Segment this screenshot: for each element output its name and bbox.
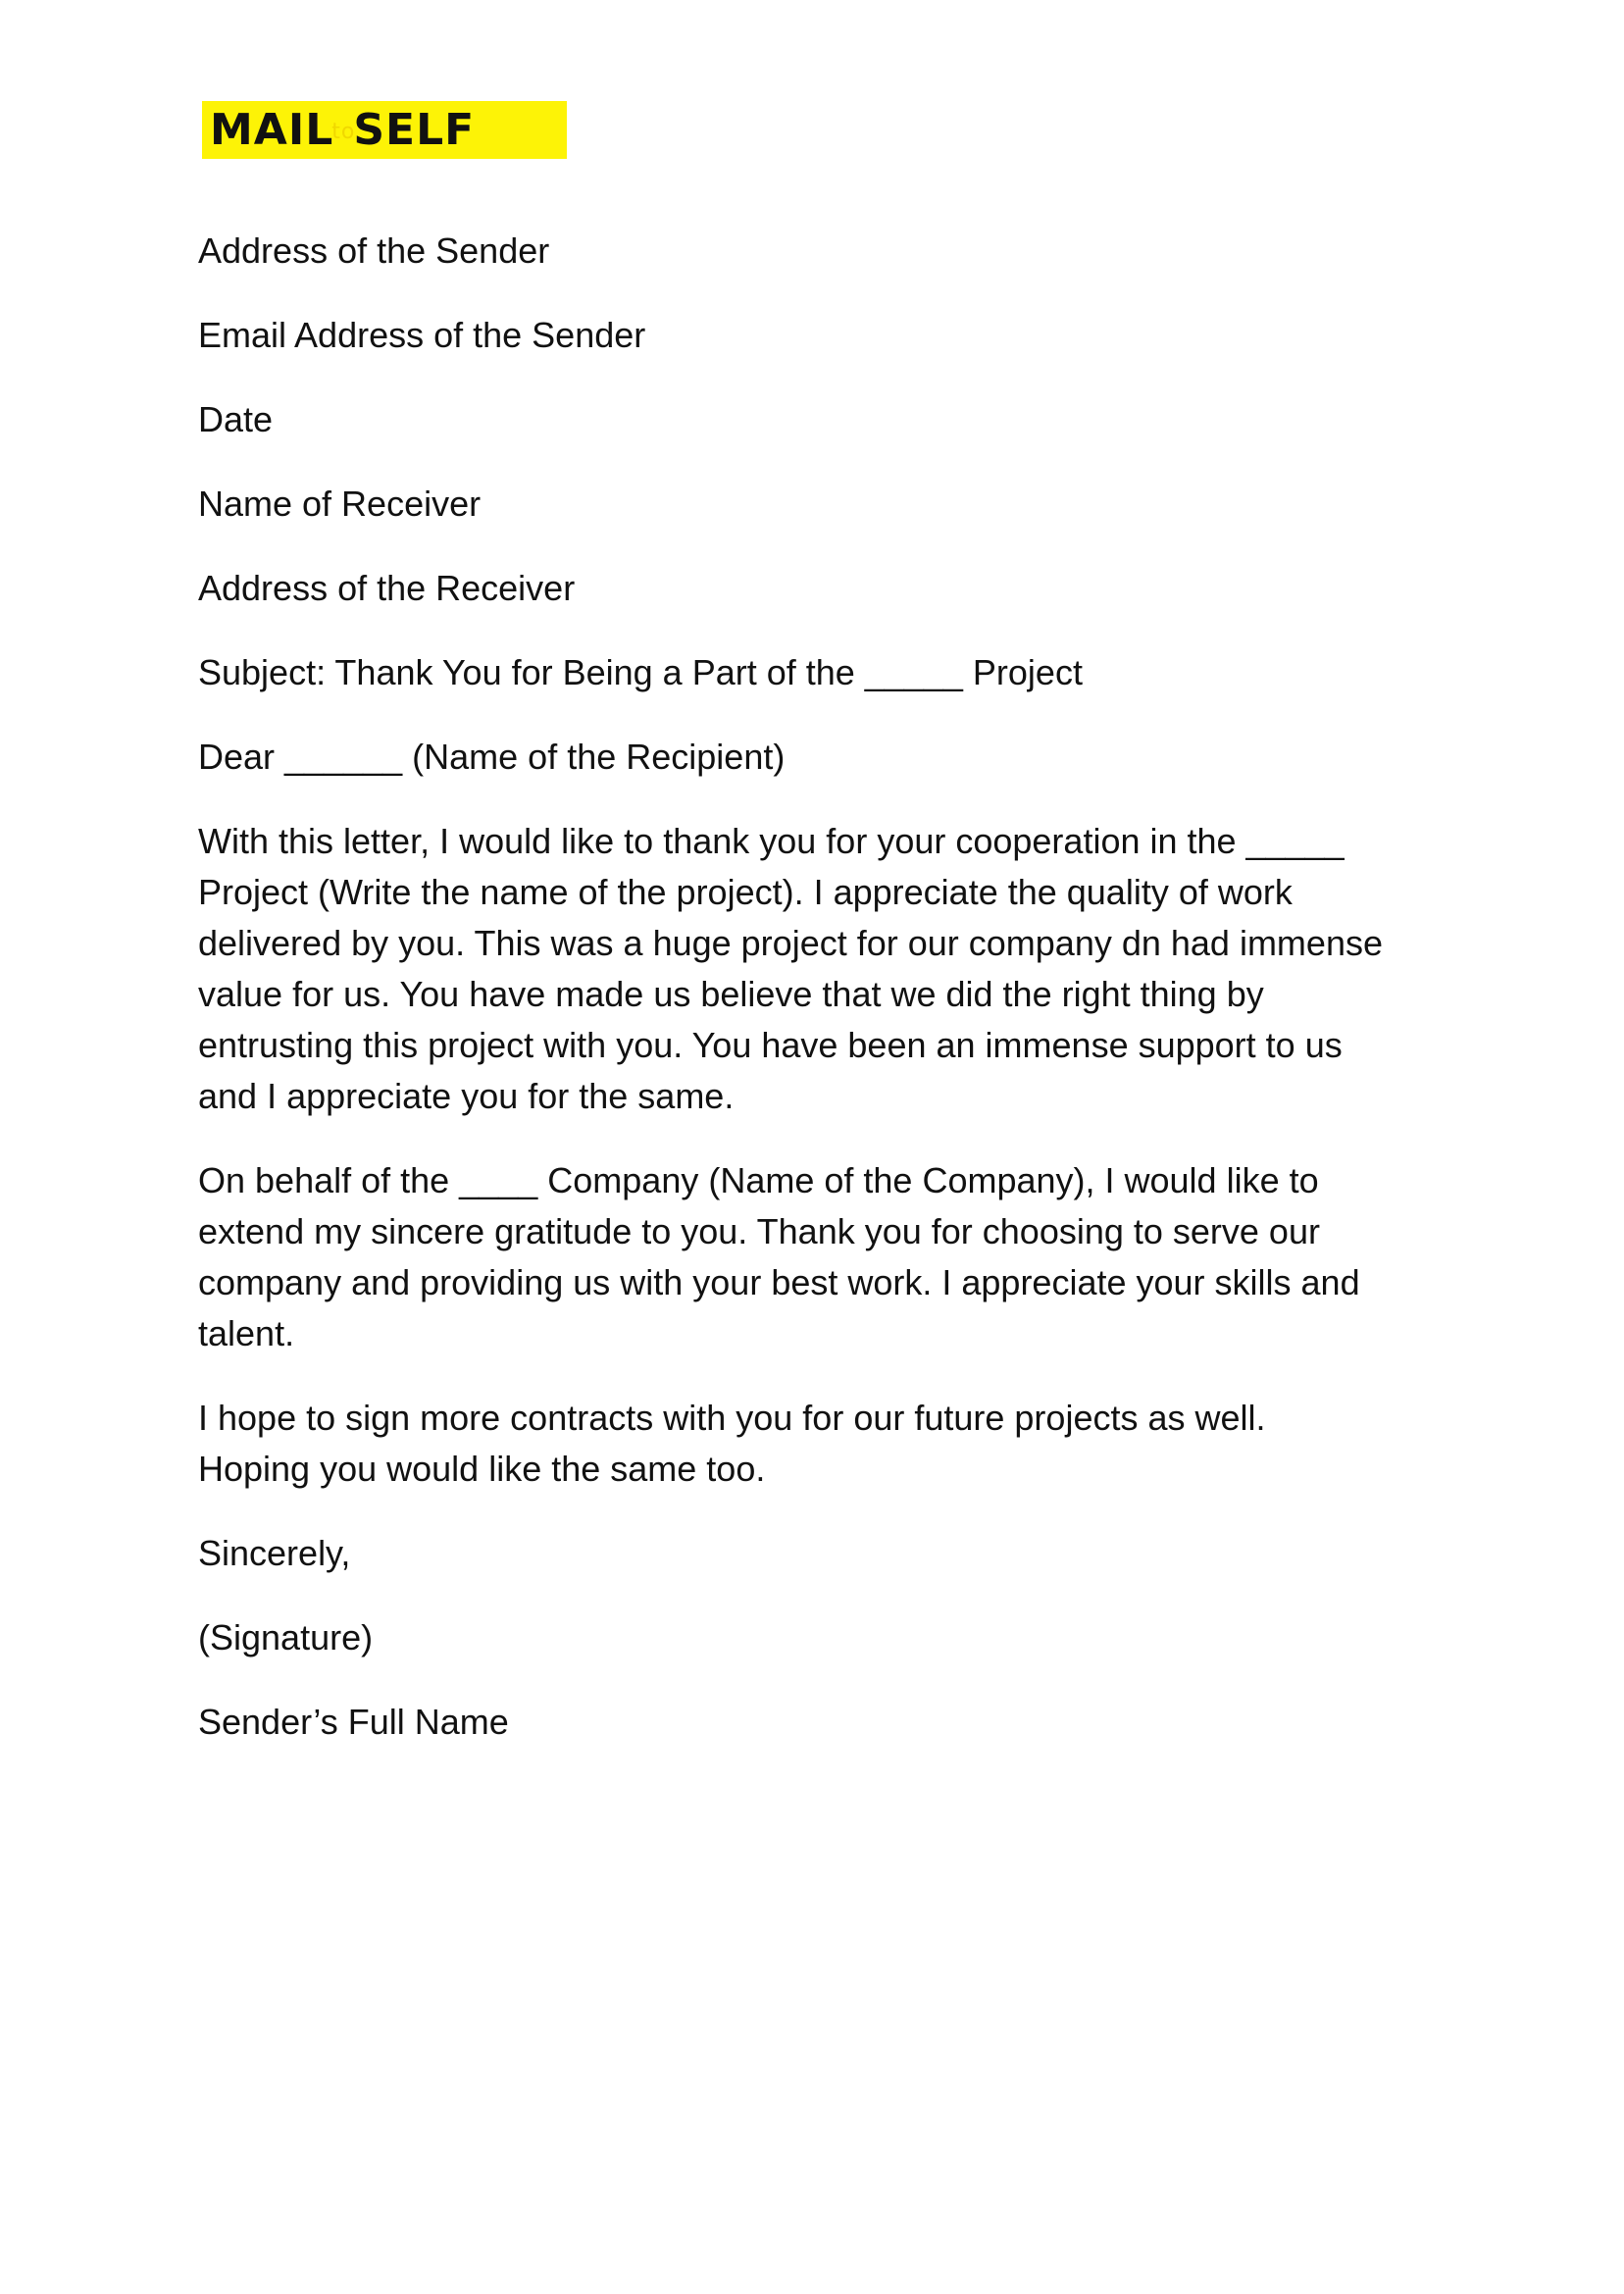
paragraph-line: delivered by you. This was a huge project for our company dn had immense <box>198 923 1383 963</box>
signature-placeholder: (Signature) <box>198 1617 374 1657</box>
paragraph-future <box>198 1393 1453 1495</box>
receiver-name: Name of Receiver <box>198 484 482 524</box>
letter-body <box>198 226 1453 1781</box>
sender-email: Email Address of the Sender <box>198 315 646 355</box>
paragraph-line: entrusting this project with you. You have been an immense support to us <box>198 1025 1343 1065</box>
logo-left: MAIL <box>210 104 334 155</box>
letter-date: Date <box>198 399 274 439</box>
paragraph-line: With this letter, I would like to thank you for your cooperation in the _____ <box>198 821 1345 861</box>
paragraph-line: company and providing us with your best work. I appreciate your skills and <box>198 1262 1360 1302</box>
subject-line: Subject: Thank You for Being a Part of the _____ Project <box>198 652 1083 692</box>
logo-text <box>210 104 476 155</box>
mailtoself-logo <box>202 101 567 159</box>
sender-full-name: Sender’s Full Name <box>198 1702 509 1742</box>
paragraph-line: value for us. You have made us believe that we did the right thing by <box>198 974 1264 1014</box>
receiver-address: Address of the Receiver <box>198 568 576 608</box>
sign-off: Sincerely, <box>198 1533 351 1573</box>
logo-right: SELF <box>353 104 476 155</box>
paragraph-line: Hoping you would like the same too. <box>198 1449 766 1489</box>
logo-middle: to <box>331 119 356 144</box>
paragraph-line: and I appreciate you for the same. <box>198 1076 735 1116</box>
paragraph-gratitude <box>198 1155 1453 1359</box>
paragraph-line: talent. <box>198 1313 295 1353</box>
salutation: Dear ______ (Name of the Recipient) <box>198 737 786 777</box>
paragraph-thanks <box>198 816 1453 1122</box>
sender-address: Address of the Sender <box>198 230 550 271</box>
paragraph-line: extend my sincere gratitude to you. Thank you for choosing to serve our <box>198 1211 1320 1251</box>
paragraph-line: Project (Write the name of the project). I appreciate the quality of work <box>198 872 1293 912</box>
paragraph-line: On behalf of the ____ Company (Name of the Company), I would like to <box>198 1160 1319 1200</box>
paragraph-line: I hope to sign more contracts with you for our future projects as well. <box>198 1398 1266 1438</box>
